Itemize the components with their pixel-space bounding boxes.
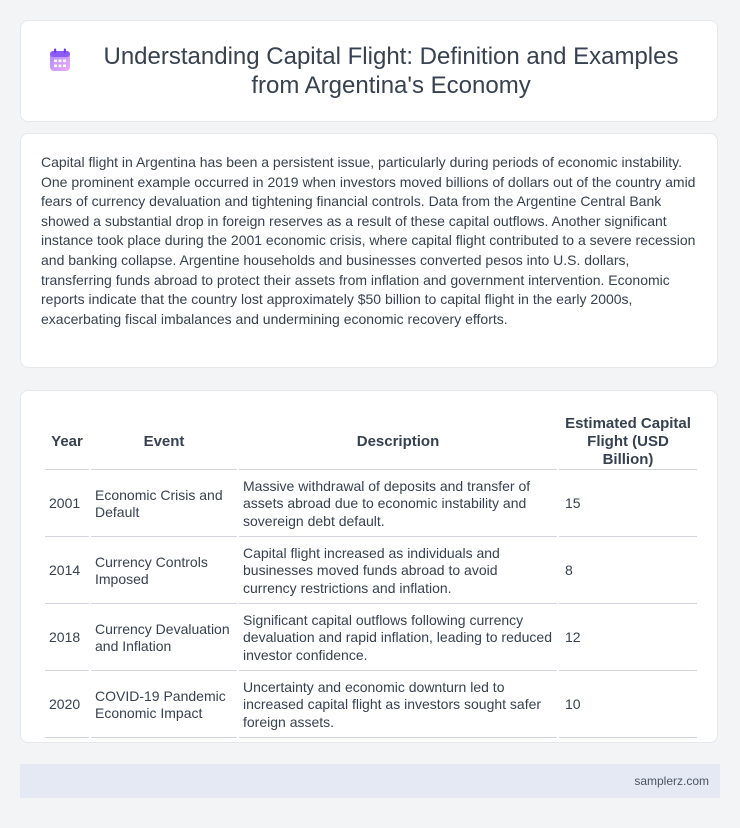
cell-description: Massive withdrawal of deposits and transfer of assets abroad due to economic instability and sovereign debt default.: [239, 472, 557, 537]
cell-capital: 12: [559, 606, 697, 671]
cell-event: Currency Devaluation and Inflation: [91, 606, 237, 671]
footer: [20, 764, 720, 798]
cell-year: 2001: [45, 472, 89, 537]
intro-paragraph: Capital flight in Argentina has been a persistent issue, particularly during periods of economic instability. One prominent example occurred in 2019 when investors moved billions of dollars out of the country amid fears of currency devaluation and tightening financial controls. Data from the Argentine Central Bank showed a substantial drop in foreign reserves as a result of these capital outflows. Another significant instance took place during the 2001 economic crisis, where capital flight contributed to a severe recession and banking collapse. Argentine households and businesses converted pesos into U.S. dollars, transferring funds abroad to protect their assets from inflation and government intervention. Economic reports indicate that the country lost approximately $50 billion to capital flight in the early 2000s, exacerbating fiscal imbalances and undermining economic recovery efforts.: [41, 154, 696, 327]
table-row: [45, 472, 697, 537]
cell-capital: 8: [559, 539, 697, 604]
cell-capital: 10: [559, 673, 697, 738]
column-header-capital: Estimated Capital Flight (USD Billion): [559, 415, 697, 470]
column-header-year: Year: [45, 415, 89, 470]
cell-capital: 15: [559, 472, 697, 537]
footer-site-link[interactable]: samplerz.com: [634, 774, 709, 788]
table-row: [45, 539, 697, 604]
calendar-icon: [49, 48, 71, 72]
header-card: [20, 20, 718, 122]
column-header-event: Event: [91, 415, 237, 470]
page-title: Understanding Capital Flight: Definition and Examples from Argentina's Economy: [103, 43, 679, 99]
cell-year: 2014: [45, 539, 89, 604]
table-card: [20, 390, 718, 743]
cell-year: 2020: [45, 673, 89, 738]
cell-description: Capital flight increased as individuals and businesses moved funds abroad to avoid currency restrictions and inflation.: [239, 539, 557, 604]
cell-year: 2018: [45, 606, 89, 671]
cell-event: COVID-19 Pandemic Economic Impact: [91, 673, 237, 738]
capital-flight-table: [43, 413, 699, 740]
intro-card: [20, 133, 718, 368]
cell-description: Uncertainty and economic downturn led to increased capital flight as investors sought safer foreign assets.: [239, 673, 557, 738]
table-row: [45, 606, 697, 671]
table-header-row: [45, 415, 697, 470]
cell-event: Currency Controls Imposed: [91, 539, 237, 604]
table-row: [45, 673, 697, 738]
title-wrap: [49, 42, 689, 100]
cell-description: Significant capital outflows following currency devaluation and rapid inflation, leading to reduced investor confidence.: [239, 606, 557, 671]
column-header-description: Description: [239, 415, 557, 470]
cell-event: Economic Crisis and Default: [91, 472, 237, 537]
